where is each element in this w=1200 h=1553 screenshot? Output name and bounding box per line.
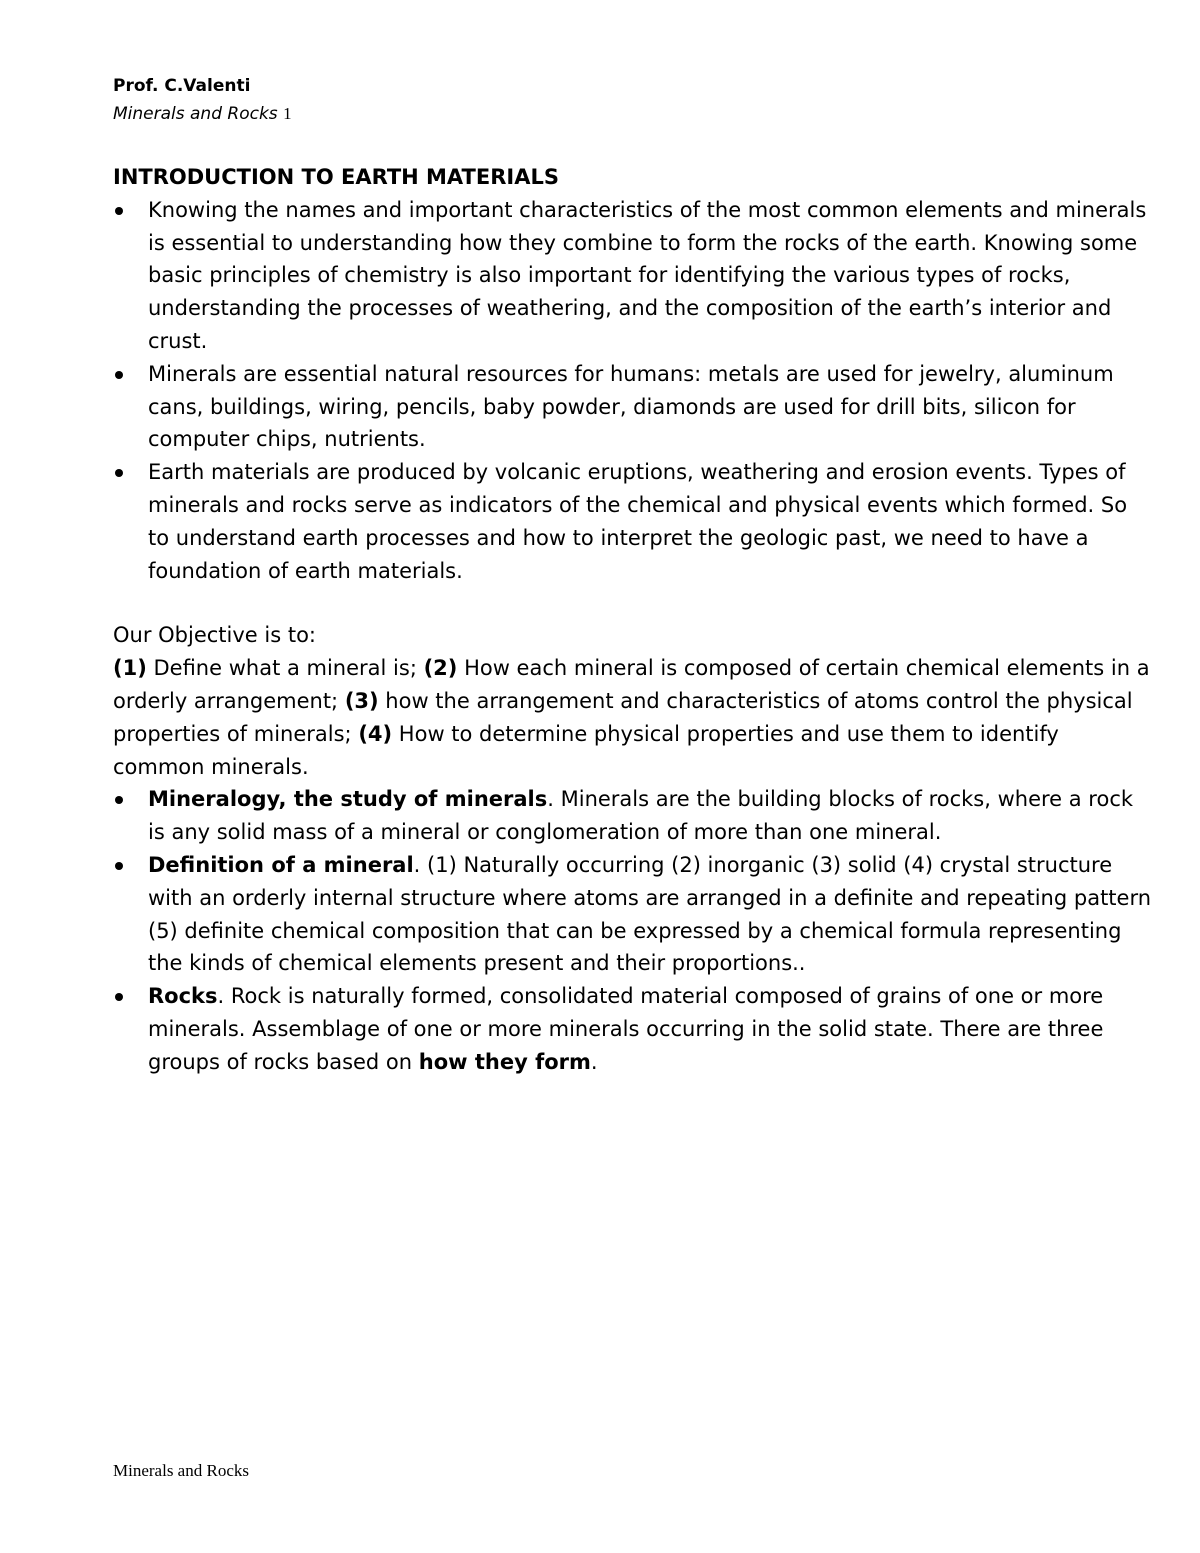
intro-bullet-list [113, 194, 1153, 588]
definition-bullet-list [113, 783, 1153, 1078]
objective-number: (1) [113, 656, 147, 681]
intro-bullet-2: Minerals are essential natural resources for humans: metals are used for jewelry, aluminum cans, buildings, wiring, pencils, baby powder, diamonds are used for drill bits, silicon for computer chips, nutrients. [113, 358, 1153, 456]
definition-term: Rocks [148, 984, 218, 1009]
definition-text: . Minerals are the building blocks of rocks, where a rock is any solid mass of a mineral or conglomeration of more than one mineral. [148, 787, 1134, 845]
definition-mineral [113, 849, 1153, 980]
objective-number: (3) [344, 688, 379, 713]
definition-text: . Rock is naturally formed, consolidated material composed of grains of one or more minerals. Assemblage of one or more minerals occurring in the solid state. There are three groups of rocks based on [148, 984, 1104, 1074]
definition-term: Mineralogy, the study of minerals [148, 787, 548, 812]
course-line [113, 100, 292, 128]
objective-text: how the arrangement and characteristics of atoms control the physical properties of minerals; [113, 688, 1133, 746]
intro-bullet-1: Knowing the names and important characteristics of the most common elements and minerals is essential to understanding how they combine to form the rocks of the earth. Knowing some basic principles of chemistry is also important for identifying the various types of rocks, understanding the processes of weathering, and the composition of the earth’s interior and crust. [113, 194, 1153, 358]
definition-rocks [113, 980, 1153, 1078]
objective-text: How to determine physical properties and use them to identify common minerals. [113, 721, 1059, 779]
objective-text: How each mineral is composed of certain chemical elements in a orderly arrangement; [113, 656, 1150, 713]
objective-text: Define what a mineral is; [146, 656, 424, 681]
objective-number: (2) [423, 656, 458, 681]
objective-list [113, 652, 1153, 783]
page-number: 1 [283, 104, 292, 123]
definition-mineralogy [113, 783, 1153, 849]
objective-number: (4) [358, 721, 393, 746]
section-title: INTRODUCTION TO EARTH MATERIALS [113, 165, 559, 189]
definition-end: . [590, 1049, 598, 1074]
page-header [113, 72, 292, 128]
intro-bullet-3: Earth materials are produced by volcanic eruptions, weathering and erosion events. Types of minerals and rocks serve as indicators of the chemical and physical events which formed. So to understand earth processes and how to interpret the geologic past, we need to have a foundation of earth materials. [113, 456, 1153, 587]
objective-heading: Our Objective is to: [113, 623, 317, 648]
definition-emphasis: how they form [418, 1049, 591, 1074]
course-title: Minerals and Rocks [113, 104, 278, 124]
paragraph-spacer [113, 587, 1153, 619]
page-footer: Minerals and Rocks [113, 1461, 249, 1480]
definition-text: . (1) Naturally occurring (2) inorganic (3) solid (4) crystal structure with an orderly internal structure where atoms are arranged in a definite and repeating pattern (5) definite chemical composition that can be expressed by a chemical formula representing the kinds of chemical elements present and their proportions.. [148, 852, 1152, 976]
document-body [113, 161, 1153, 1079]
definition-term: Definition of a mineral [148, 852, 414, 877]
author-line: Prof. C.Valenti [113, 76, 251, 96]
